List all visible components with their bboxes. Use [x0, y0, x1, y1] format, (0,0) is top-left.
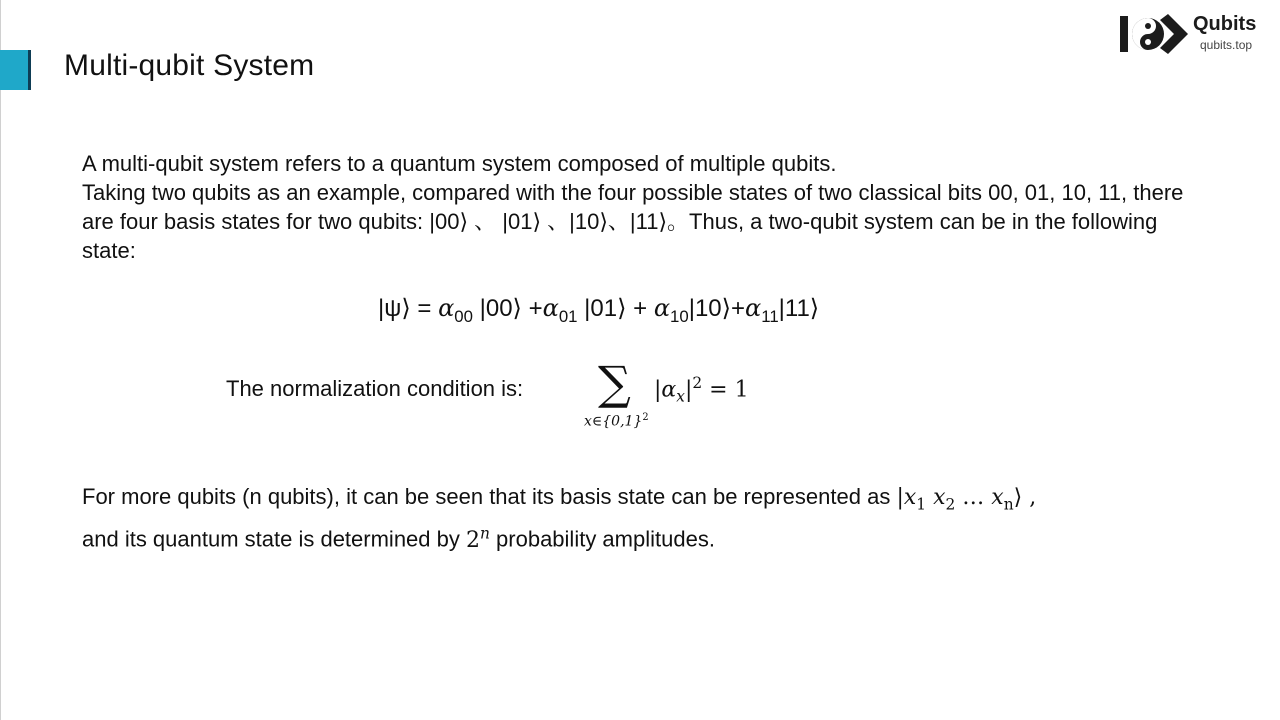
- basis-ket: [896, 485, 1037, 514]
- eq-coef-00: α: [438, 294, 455, 322]
- ket-s1: 1: [916, 495, 927, 514]
- title-accent-bar-edge: [28, 50, 31, 90]
- ket-s2: 2: [945, 495, 956, 514]
- n-qubit-paragraph: [82, 482, 1202, 555]
- eq-sub-00: 00: [454, 306, 473, 326]
- summation-index: [584, 412, 649, 430]
- n-qubit-text-a: For more qubits (n qubits), it can be seen that its basis state can be represented as: [82, 484, 897, 509]
- norm-open: |α: [654, 377, 677, 403]
- eq-coef-01: α: [542, 294, 559, 322]
- logo-url: qubits.top: [1200, 38, 1253, 52]
- slide-title: Multi-qubit System: [64, 49, 315, 82]
- logo-name: Qubits: [1193, 13, 1257, 35]
- normalization-label: The normalization condition is:: [226, 376, 524, 401]
- summation-symbol: [584, 356, 664, 436]
- eq-ket-10: |10⟩+: [688, 295, 746, 322]
- norm-exp: 2: [692, 374, 703, 392]
- eq-sub-11: 11: [761, 306, 779, 326]
- ket-close: ⟩ ,: [1013, 485, 1037, 510]
- norm-tail: = 1: [702, 377, 749, 403]
- eq-ket-01: |01⟩ +: [577, 295, 654, 322]
- n-qubit-text-b: and its quantum state is determined by: [82, 526, 466, 552]
- amplitude-count: [466, 524, 490, 553]
- ket-open: |: [896, 485, 904, 510]
- slide-left-border: [0, 0, 1, 720]
- two-qubit-state-equation: [378, 294, 819, 327]
- intro-line-2: Taking two qubits as an example, compared with the four possible states of two classical bits 00, 01, 10, 11, there are four basis states for two qubits: |00⟩ 、 |01⟩ 、|10⟩、|11⟩。Thus, a two-qubit system can be in the following state:: [82, 180, 1184, 263]
- title-accent-bar: [0, 50, 28, 90]
- n-qubit-line-1: [82, 482, 1202, 519]
- n-qubit-line-2: [82, 519, 1202, 554]
- intro-line-1: A multi-qubit system refers to a quantum system composed of multiple qubits.: [82, 151, 837, 176]
- eq-sub-01: 01: [558, 306, 578, 326]
- eq-coef-11: α: [745, 294, 762, 322]
- intro-paragraph: [82, 149, 1202, 265]
- amp-base: 2: [466, 527, 480, 553]
- eq-sub-10: 10: [670, 306, 689, 326]
- normalization-expression: [654, 374, 749, 406]
- eq-ket-00: |00⟩ +: [472, 295, 543, 322]
- sum-index-exp: 2: [642, 412, 649, 423]
- sum-index-text: x∈{0,1}: [584, 413, 643, 430]
- amp-exp: n: [480, 524, 490, 543]
- sigma-glyph: ∑: [598, 356, 631, 410]
- eq-ket-11: |11⟩: [778, 295, 820, 322]
- ket-dots: …: [955, 485, 992, 510]
- norm-close: |: [684, 377, 693, 403]
- eq-lhs: |ψ⟩ =: [378, 295, 439, 322]
- n-qubit-text-c: probability amplitudes.: [489, 526, 715, 552]
- ket-xn: x: [991, 485, 1004, 510]
- norm-sub: x: [676, 387, 685, 406]
- ket-x1: x: [903, 485, 917, 510]
- ket-sn: n: [1003, 495, 1014, 514]
- ket-x2: x: [933, 485, 946, 510]
- eq-coef-10: α: [653, 294, 671, 322]
